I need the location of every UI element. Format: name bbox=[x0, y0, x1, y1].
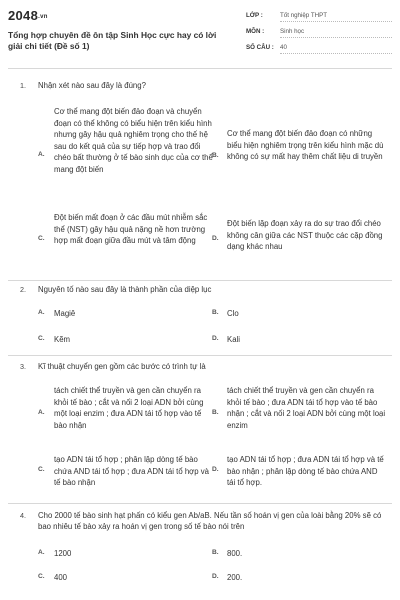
brand-name: 2048 bbox=[8, 8, 39, 23]
option-d[interactable]: tạo ADN tái tổ hợp ; đưa ADN tái tổ hợp và tế bào nhận ; phân lập dòng tế bào chứa AND tái tổ hợp. bbox=[227, 455, 384, 488]
question-text: Cho 2000 tế bào sinh hạt phấn có kiểu gen Ab/aB. Nếu tần số hoán vị gen của loài bằng 20% sẽ có bao nhiêu tế bào xảy ra hoán vị gen trong số tế bào nói trên bbox=[38, 511, 382, 531]
option-b[interactable]: Cơ thể mang đột biến đảo đoạn có những biểu hiện nghiêm trọng trên kiểu hình mặc dù không có sự mất hay thêm chất liệu di truyền bbox=[227, 129, 384, 162]
question-text: Kĩ thuật chuyển gen gồm các bước có trình tự là bbox=[38, 362, 206, 371]
divider bbox=[8, 280, 392, 281]
info-question-count bbox=[246, 42, 392, 54]
option-letter: B. bbox=[212, 309, 219, 316]
option-letter: D. bbox=[212, 466, 219, 473]
question-number: 3. bbox=[20, 362, 26, 371]
info-subject bbox=[246, 26, 392, 38]
option-a[interactable]: 1200 bbox=[54, 549, 72, 558]
divider bbox=[8, 503, 392, 504]
info-value: Sinh học bbox=[280, 28, 392, 38]
divider bbox=[8, 355, 392, 356]
info-label: MÔN : bbox=[246, 28, 265, 35]
option-d[interactable]: Đột biến lặp đoạn xảy ra do sự trao đổi chéo không cân giữa các NST thuộc các cặp đồng dạng khác nhau bbox=[227, 219, 383, 252]
option-c[interactable]: Kẽm bbox=[54, 335, 71, 344]
option-b[interactable]: tách chiết thể truyền và gen cần chuyển ra khỏi tế bào ; đưa ADN tái tổ hợp vào tế bào nhận ; cắt và nối 2 loại ADN bởi cùng một loại enzim bbox=[227, 386, 386, 430]
option-letter: C. bbox=[38, 335, 45, 342]
question-number: 2. bbox=[20, 285, 26, 294]
question-text: Nhận xét nào sau đây là đúng? bbox=[38, 81, 146, 90]
option-letter: D. bbox=[212, 335, 219, 342]
option-letter: B. bbox=[212, 152, 219, 159]
option-letter: D. bbox=[212, 235, 219, 242]
option-a[interactable]: tách chiết thể truyền và gen cần chuyển ra khỏi tế bào ; cắt và nối 2 loại ADN bởi cùng một loại enzim ; đưa ADN tái tổ hợp vào tế bào nhận bbox=[54, 386, 204, 430]
option-c[interactable]: Đột biến mất đoạn ở các đầu mút nhiễm sắc thể (NST) gây hậu quả nặng nề hơn trường hợp mất đoạn giữa đầu mút và tâm động bbox=[54, 213, 208, 246]
option-b[interactable]: Clo bbox=[227, 309, 239, 318]
option-letter: B. bbox=[212, 549, 219, 556]
option-d[interactable]: Kali bbox=[227, 335, 241, 344]
option-letter: A. bbox=[38, 409, 45, 416]
divider bbox=[8, 68, 392, 69]
option-c[interactable]: tạo ADN tái tổ hợp ; phân lập dòng tế bào chứa AND tái tổ hợp ; đưa ADN tái tổ hợp và tế bào nhận bbox=[54, 455, 210, 488]
question-number: 4. bbox=[20, 511, 26, 520]
option-letter: C. bbox=[38, 235, 45, 242]
question-text: Nguyên tố nào sau đây là thành phần của diệp lục bbox=[38, 285, 212, 294]
document-header bbox=[0, 0, 400, 68]
option-letter: C. bbox=[38, 573, 45, 580]
option-letter: B. bbox=[212, 409, 219, 416]
info-grade bbox=[246, 10, 392, 22]
option-letter: A. bbox=[38, 549, 45, 556]
info-label: SỐ CÂU : bbox=[246, 44, 274, 51]
option-b[interactable]: 800. bbox=[227, 549, 243, 558]
document-title: Tổng hợp chuyên đề ôn tập Sinh Học cực hay có lời giải chi tiết (Đề số 1) bbox=[8, 30, 217, 51]
brand-suffix: .vn bbox=[38, 14, 48, 20]
option-letter: A. bbox=[38, 151, 45, 158]
option-letter: C. bbox=[38, 466, 45, 473]
info-label: LỚP : bbox=[246, 12, 263, 19]
option-a[interactable]: Cơ thể mang đột biến đảo đoạn và chuyển đoạn có thể không có biểu hiện trên kiểu hình nhưng gây hậu quả nghiêm trọng cho thế hệ sau do kết quả của sự tiếp hợp và trao đổi chéo bất thường ở tế bào sinh dục của cơ thể mang đột biến bbox=[54, 107, 213, 174]
info-value: 40 bbox=[280, 44, 392, 54]
brand-logo[interactable] bbox=[8, 8, 48, 23]
option-a[interactable]: Magiê bbox=[54, 309, 76, 318]
option-c[interactable]: 400 bbox=[54, 573, 68, 582]
option-d[interactable]: 200. bbox=[227, 573, 243, 582]
option-letter: A. bbox=[38, 309, 45, 316]
info-value: Tốt nghiệp THPT bbox=[280, 12, 392, 22]
question-number: 1. bbox=[20, 81, 26, 90]
option-letter: D. bbox=[212, 573, 219, 580]
